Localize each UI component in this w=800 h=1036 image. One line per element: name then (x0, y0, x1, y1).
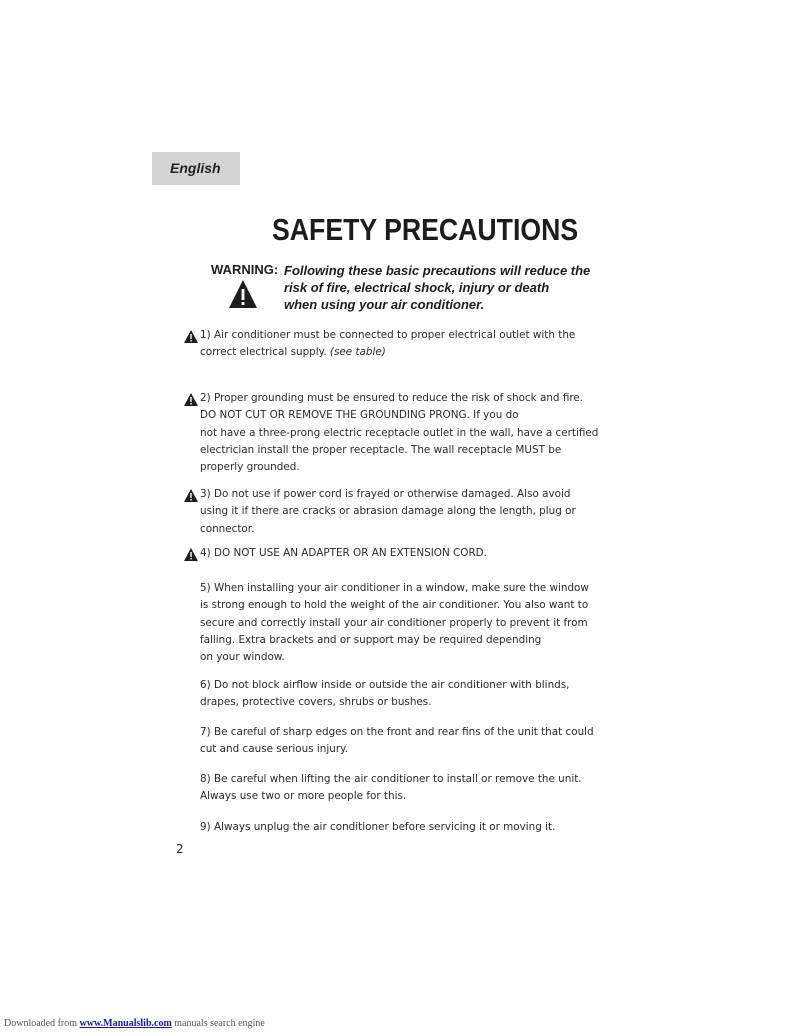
manualslib-link[interactable]: www.Manualslib.com (79, 1018, 172, 1029)
item-line: 7) Be careful of sharp edges on the front and rear fins of the unit that could (200, 726, 594, 738)
item-line: on your window. (200, 651, 285, 664)
item-line: cut and cause serious injury. (200, 743, 349, 756)
item-line: secure and correctly install your air conditioner properly to prevent it from (200, 616, 588, 629)
warning-triangle-icon (184, 393, 198, 406)
item-line: using it if there are cracks or abrasion damage along the length, plug or (200, 505, 576, 518)
warning-triangle-icon (184, 548, 198, 561)
item-line: connector. (200, 522, 255, 535)
item-line: 2) Proper grounding must be ensured to reduce the risk of shock and fire. (200, 392, 584, 404)
item-line: Always use two or more people for this. (200, 790, 407, 803)
item-line: 9) Always unplug the air conditioner before servicing it or moving it. (200, 821, 556, 833)
safety-item-7 (200, 724, 600, 759)
item-line: falling. Extra brackets and or support may be required depending (200, 633, 542, 646)
language-label: English (170, 160, 221, 176)
safety-item-5 (200, 580, 600, 666)
item-line: DO NOT CUT OR REMOVE THE GROUNDING PRONG. If you do (200, 409, 519, 422)
warning-triangle-icon (228, 279, 258, 309)
warning-triangle-icon (184, 330, 198, 343)
item-line: is strong enough to hold the weight of the air conditioner. You also want to (200, 599, 589, 612)
footer-suffix: manuals search engine (171, 1018, 265, 1029)
see-table-note: (see table) (329, 346, 386, 359)
item-line: 5) When installing your air conditioner in a window, make sure the window (200, 582, 589, 594)
item-line: 3) Do not use if power cord is frayed or otherwise damaged. Also avoid (200, 488, 571, 500)
footer-prefix: Downloaded from (4, 1018, 80, 1029)
safety-item-2 (200, 390, 600, 476)
item-line: 6) Do not block airflow inside or outside the air conditioner with blinds, (200, 679, 570, 691)
item-line (200, 344, 600, 361)
safety-item-8 (200, 771, 600, 806)
warning-label: WARNING: (211, 262, 279, 277)
item-line: drapes, protective covers, shrubs or bushes. (200, 696, 432, 709)
item-line: 1) Air conditioner must be connected to proper electrical outlet with the (200, 329, 576, 341)
warning-line: risk of fire, electrical shock, injury or death (284, 280, 550, 295)
safety-item-4 (200, 545, 600, 562)
item-line: 4) DO NOT USE AN ADAPTER OR AN EXTENSION CORD. (200, 547, 487, 559)
item-text: correct electrical supply. (200, 346, 330, 359)
warning-triangle-icon (184, 489, 198, 502)
safety-item-6 (200, 677, 600, 712)
download-footer (4, 1018, 265, 1029)
page-title: SAFETY PRECAUTIONS (272, 212, 579, 247)
item-line: electrician install the proper receptacle. The wall receptacle MUST be (200, 443, 562, 456)
safety-item-1 (200, 327, 600, 362)
item-line: 8) Be careful when lifting the air conditioner to install or remove the unit. (200, 773, 582, 785)
language-tab (152, 152, 240, 185)
warning-line: when using your air conditioner. (284, 297, 485, 312)
warning-text (284, 262, 614, 313)
item-line: not have a three-prong electric receptacle outlet in the wall, have a certified (200, 426, 599, 439)
safety-item-9 (200, 819, 600, 836)
safety-item-3 (200, 486, 600, 538)
item-line: properly grounded. (200, 461, 300, 474)
warning-line: Following these basic precautions will reduce the (284, 263, 591, 278)
page-number: 2 (176, 842, 184, 856)
